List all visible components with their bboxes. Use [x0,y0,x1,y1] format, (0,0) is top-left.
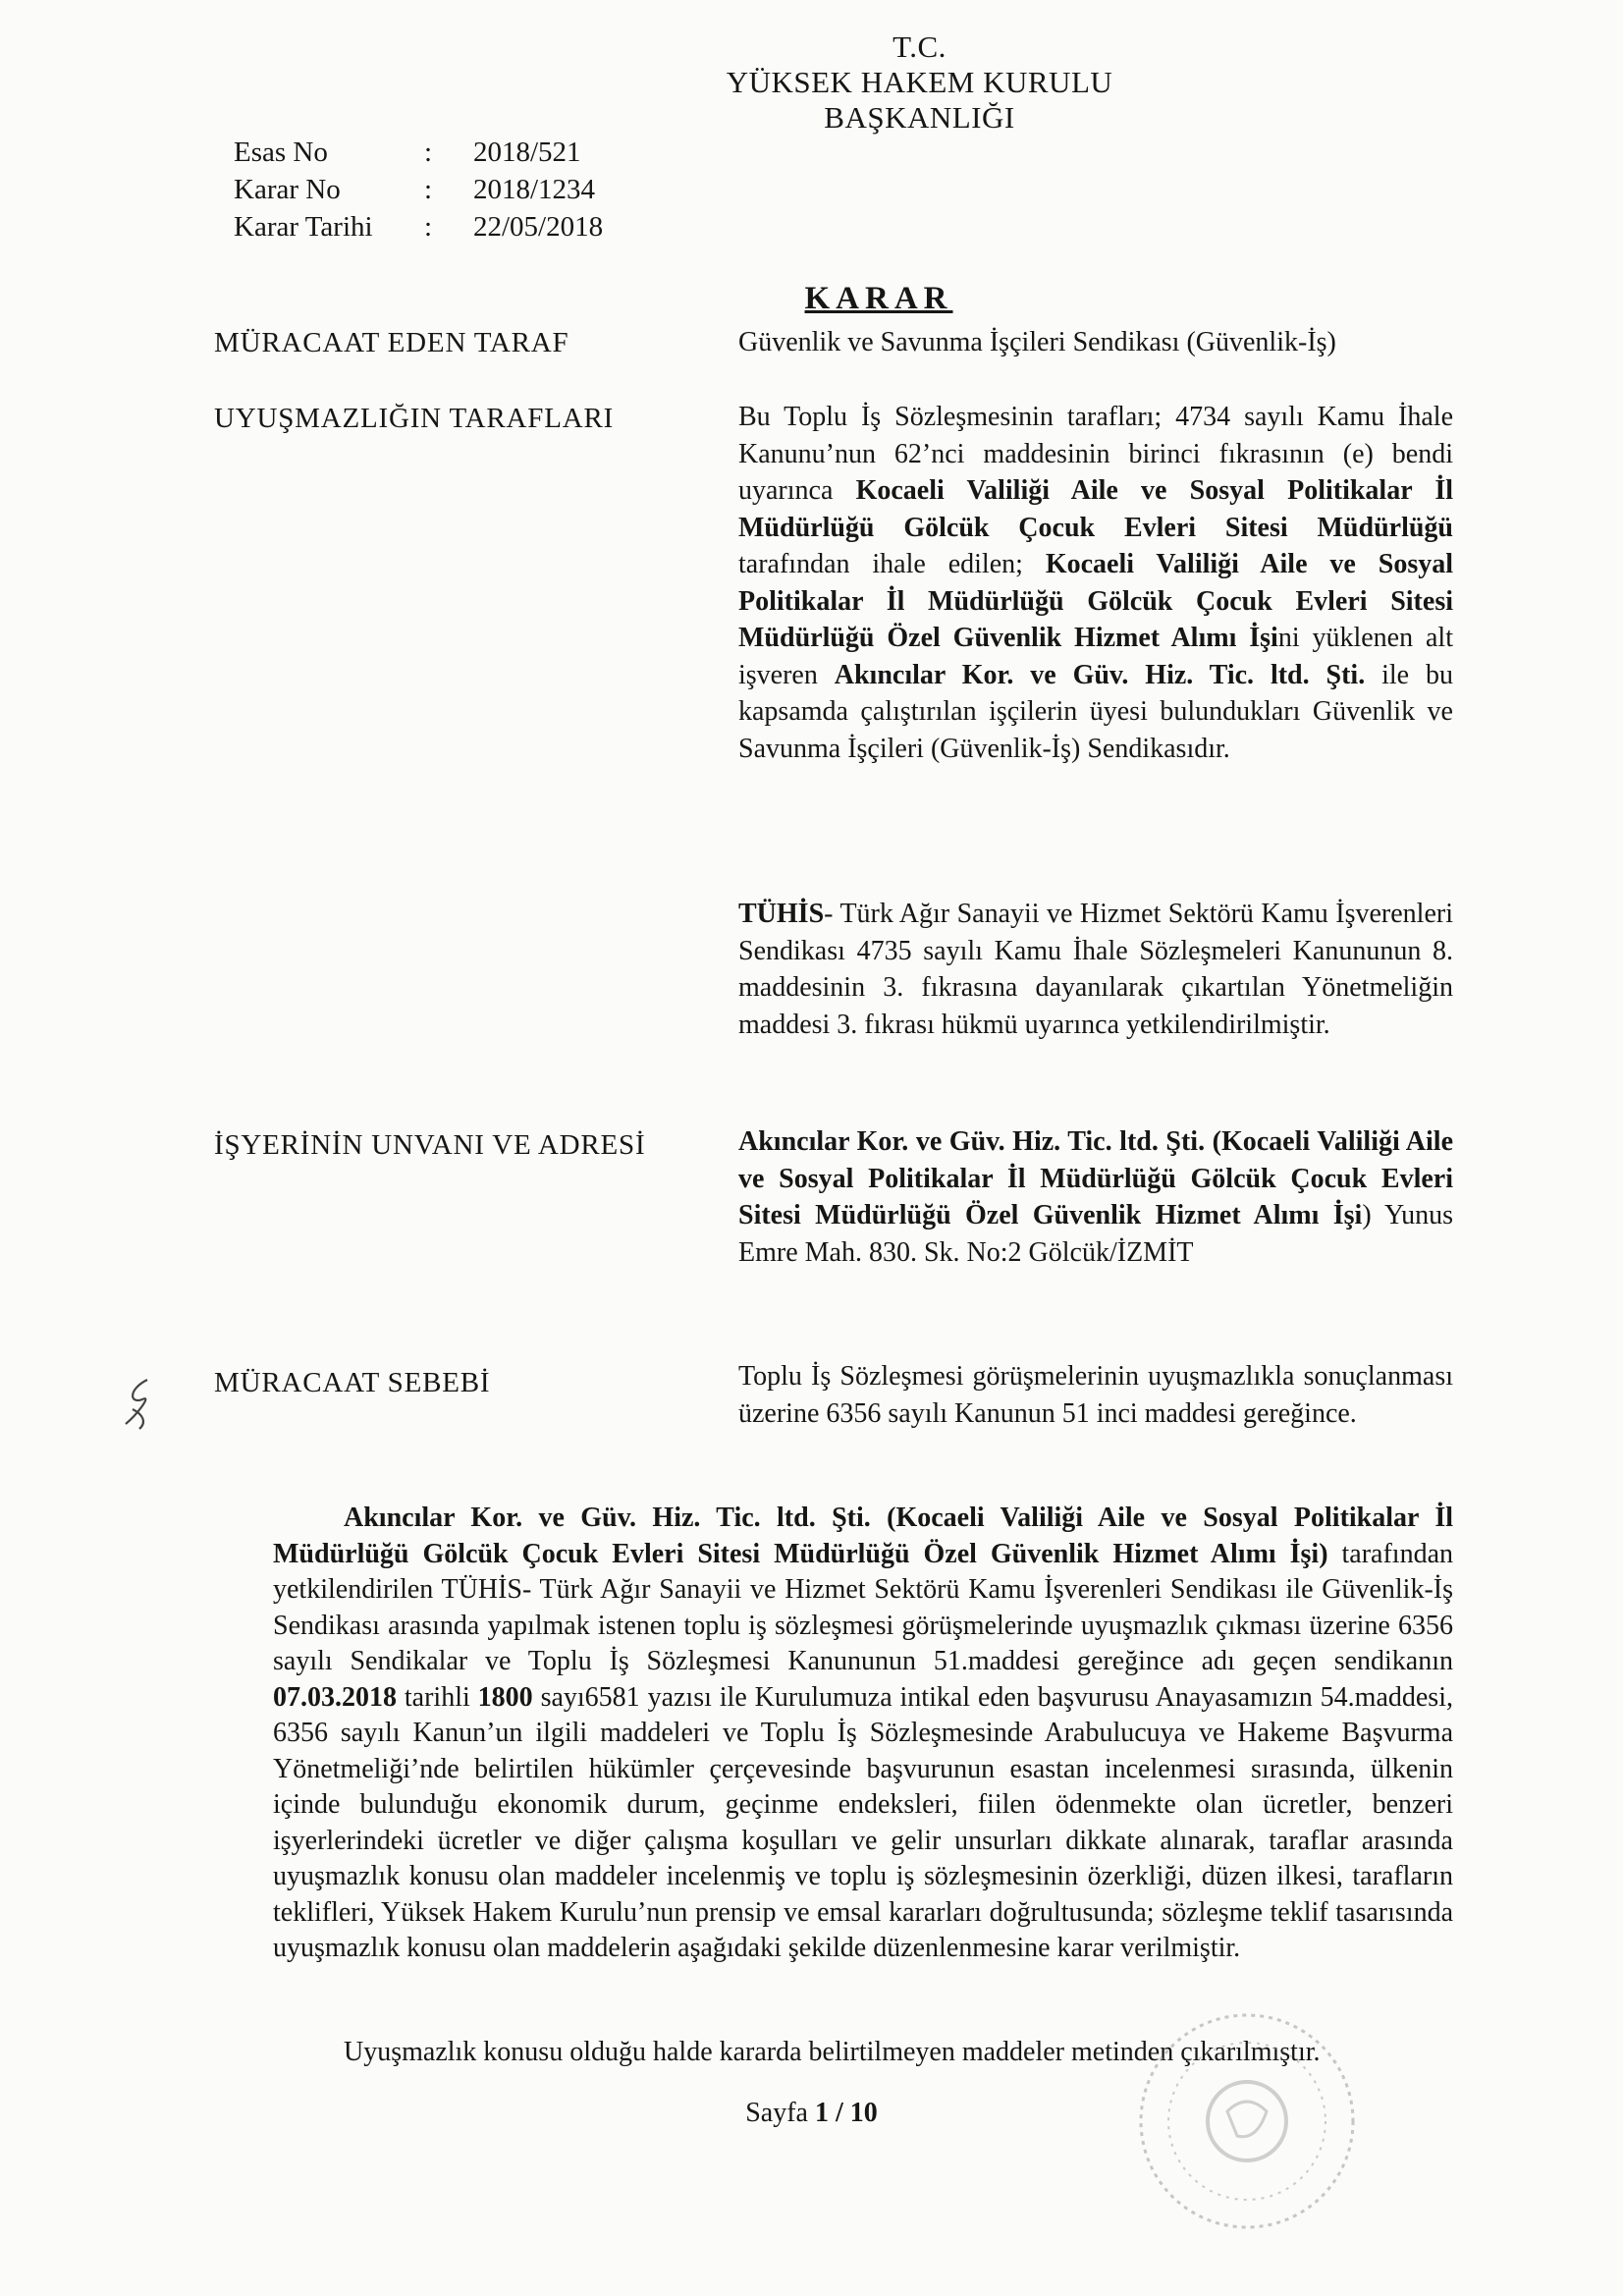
handwritten-initials-icon [118,1375,157,1434]
case-meta [234,134,603,246]
meta-value: 2018/521 [473,137,581,168]
decision-note-paragraph: Uyuşmazlık konusu olduğu halde kararda belirtilmeyen maddeler metinden çıkarılmıştır. [344,2037,1321,2067]
parties-paragraph-2: TÜHİS- Türk Ağır Sanayii ve Hizmet Sektörü Kamu İşverenleri Sendikası 4735 sayılı Kamu İhale Sözleşmeleri Kanununun 8. maddesinin 3. fıkrasına dayanılarak çıkartılan Yönetmeliğin maddesi 3. fıkrası hükmü uyarınca yetkilendirilmiştir. [738,899,1453,1040]
applicant-label: MÜRACAAT EDEN TARAF [214,327,569,358]
parties-paragraph-1: Bu Toplu İş Sözleşmesinin tarafları; 4734 sayılı Kamu İhale Kanunu’nun 62’nci maddesinin birinci fıkrasının (e) bendi uyarınca Kocaeli Valiliği Aile ve Sosyal Politikalar İl Müdürlüğü Gölcük Çocuk Evleri Sitesi Müdürlüğü tarafından ihale edilen; Kocaeli Valiliği Aile ve Sosyal Politikalar İl Müdürlüğü Gölcük Çocuk Evleri Sitesi Müdürlüğü Özel Güvenlik Hizmet Alımı İşini yüklenen alt işveren Akıncılar Kor. ve Güv. Hiz. Tic. ltd. Şti. ile bu kapsamda çalıştırılan işçilerin üyesi bulundukları Güvenlik ve Savunma İşçileri (Güvenlik-İş) Sendikasıdır. [738,402,1453,764]
workplace-label: İŞYERİNİN UNVANI VE ADRESİ [214,1129,646,1161]
decision-title: KARAR [804,281,953,316]
meta-label: Esas No [234,137,328,168]
decision-body-paragraph: Akıncılar Kor. ve Güv. Hiz. Tic. ltd. Şti. (Kocaeli Valiliği Aile ve Sosyal Politikalar İl Müdürlüğü Gölcük Çocuk Evleri Sitesi Müdürlüğü Özel Güvenlik Hizmet Alımı İşi) tarafından yetkilendirilen TÜHİS- Türk Ağır Sanayii ve Hizmet Sektörü Kamu İşverenleri Sendikası ile Güvenlik-İş Sendikası arasında yapılmak istenen toplu iş sözleşmesi görüşmelerinde uyuşmazlık çıkması üzerine 6356 sayılı Sendikalar ve Toplu İş Sözleşmesi Kanununun 51.maddesi gereğince adı geçen sendikanın 07.03.2018 tarihli 1800 sayı6581 yazısı ile Kurulumuza intikal eden başvurusu Anayasamızın 54.maddesi, 6356 sayılı Kanun’un ilgili maddeleri ve Toplu İş Sözleşmesinde Arabulucuya ve Hakeme Başvurma Yönetmeliği’nde belirtilen hükümler çerçevesinde başvurunun esastan incelenmesi sırasında, ülkenin içinde bulunduğu ekonomik durum, geçinme endeksleri, fiilen ödenmekte olan ücretler, benzeri işyerlerindeki ücretler ve diğer çalışma koşulları ve gelir unsurları dikkate alınarak, taraflar arasında uyuşmazlık konusu olan maddeler incelenmiş ve toplu iş sözleşmesinin özerkliği, düzen ilkesi, tarafların teklifleri, Yüksek Hakem Kurulu’nun prensip ve emsal kararları doğrultusunda; sözleşme teklif tasarısında uyuşmazlık konusu olan maddelerin aşağıdaki şekilde düzenlenmesine karar verilmiştir. [273,1503,1453,1963]
document-header [0,29,1623,136]
meta-value: 2018/1234 [473,174,596,205]
reason-value: Toplu İş Sözleşmesi görüşmelerinin uyuşmazlıkla sonuçlanması üzerine 6356 sayılı Kanunun 51 inci maddesi gereğince. [738,1361,1453,1429]
meta-value: 22/05/2018 [473,211,604,243]
official-stamp-icon [1129,2003,1365,2239]
header-tc: T.C. [893,29,947,64]
meta-row-karar: Karar No : 2018/1234 [234,171,603,208]
header-institution: YÜKSEK HAKEM KURULU [726,65,1113,99]
meta-row-esas: Esas No : 2018/521 [234,134,603,171]
reason-label: MÜRACAAT SEBEBİ [214,1367,491,1398]
meta-label: Karar Tarihi [234,211,373,243]
applicant-value: Güvenlik ve Savunma İşçileri Sendikası (Güvenlik-İş) [738,327,1336,357]
meta-label: Karar No [234,174,341,205]
page-number: Sayfa 1 / 10 [745,2098,878,2128]
parties-label: UYUŞMAZLIĞIN TARAFLARI [214,403,615,434]
workplace-value: Akıncılar Kor. ve Güv. Hiz. Tic. ltd. Şti. (Kocaeli Valiliği Aile ve Sosyal Politikalar İl Müdürlüğü Gölcük Çocuk Evleri Sitesi Müdürlüğü Özel Güvenlik Hizmet Alımı İşi) Yunus Emre Mah. 830. Sk. No:2 Gölcük/İZMİT [738,1126,1453,1268]
meta-row-tarih: Karar Tarihi : 22/05/2018 [234,208,603,246]
header-presidency: BAŞKANLIĞI [824,100,1015,135]
